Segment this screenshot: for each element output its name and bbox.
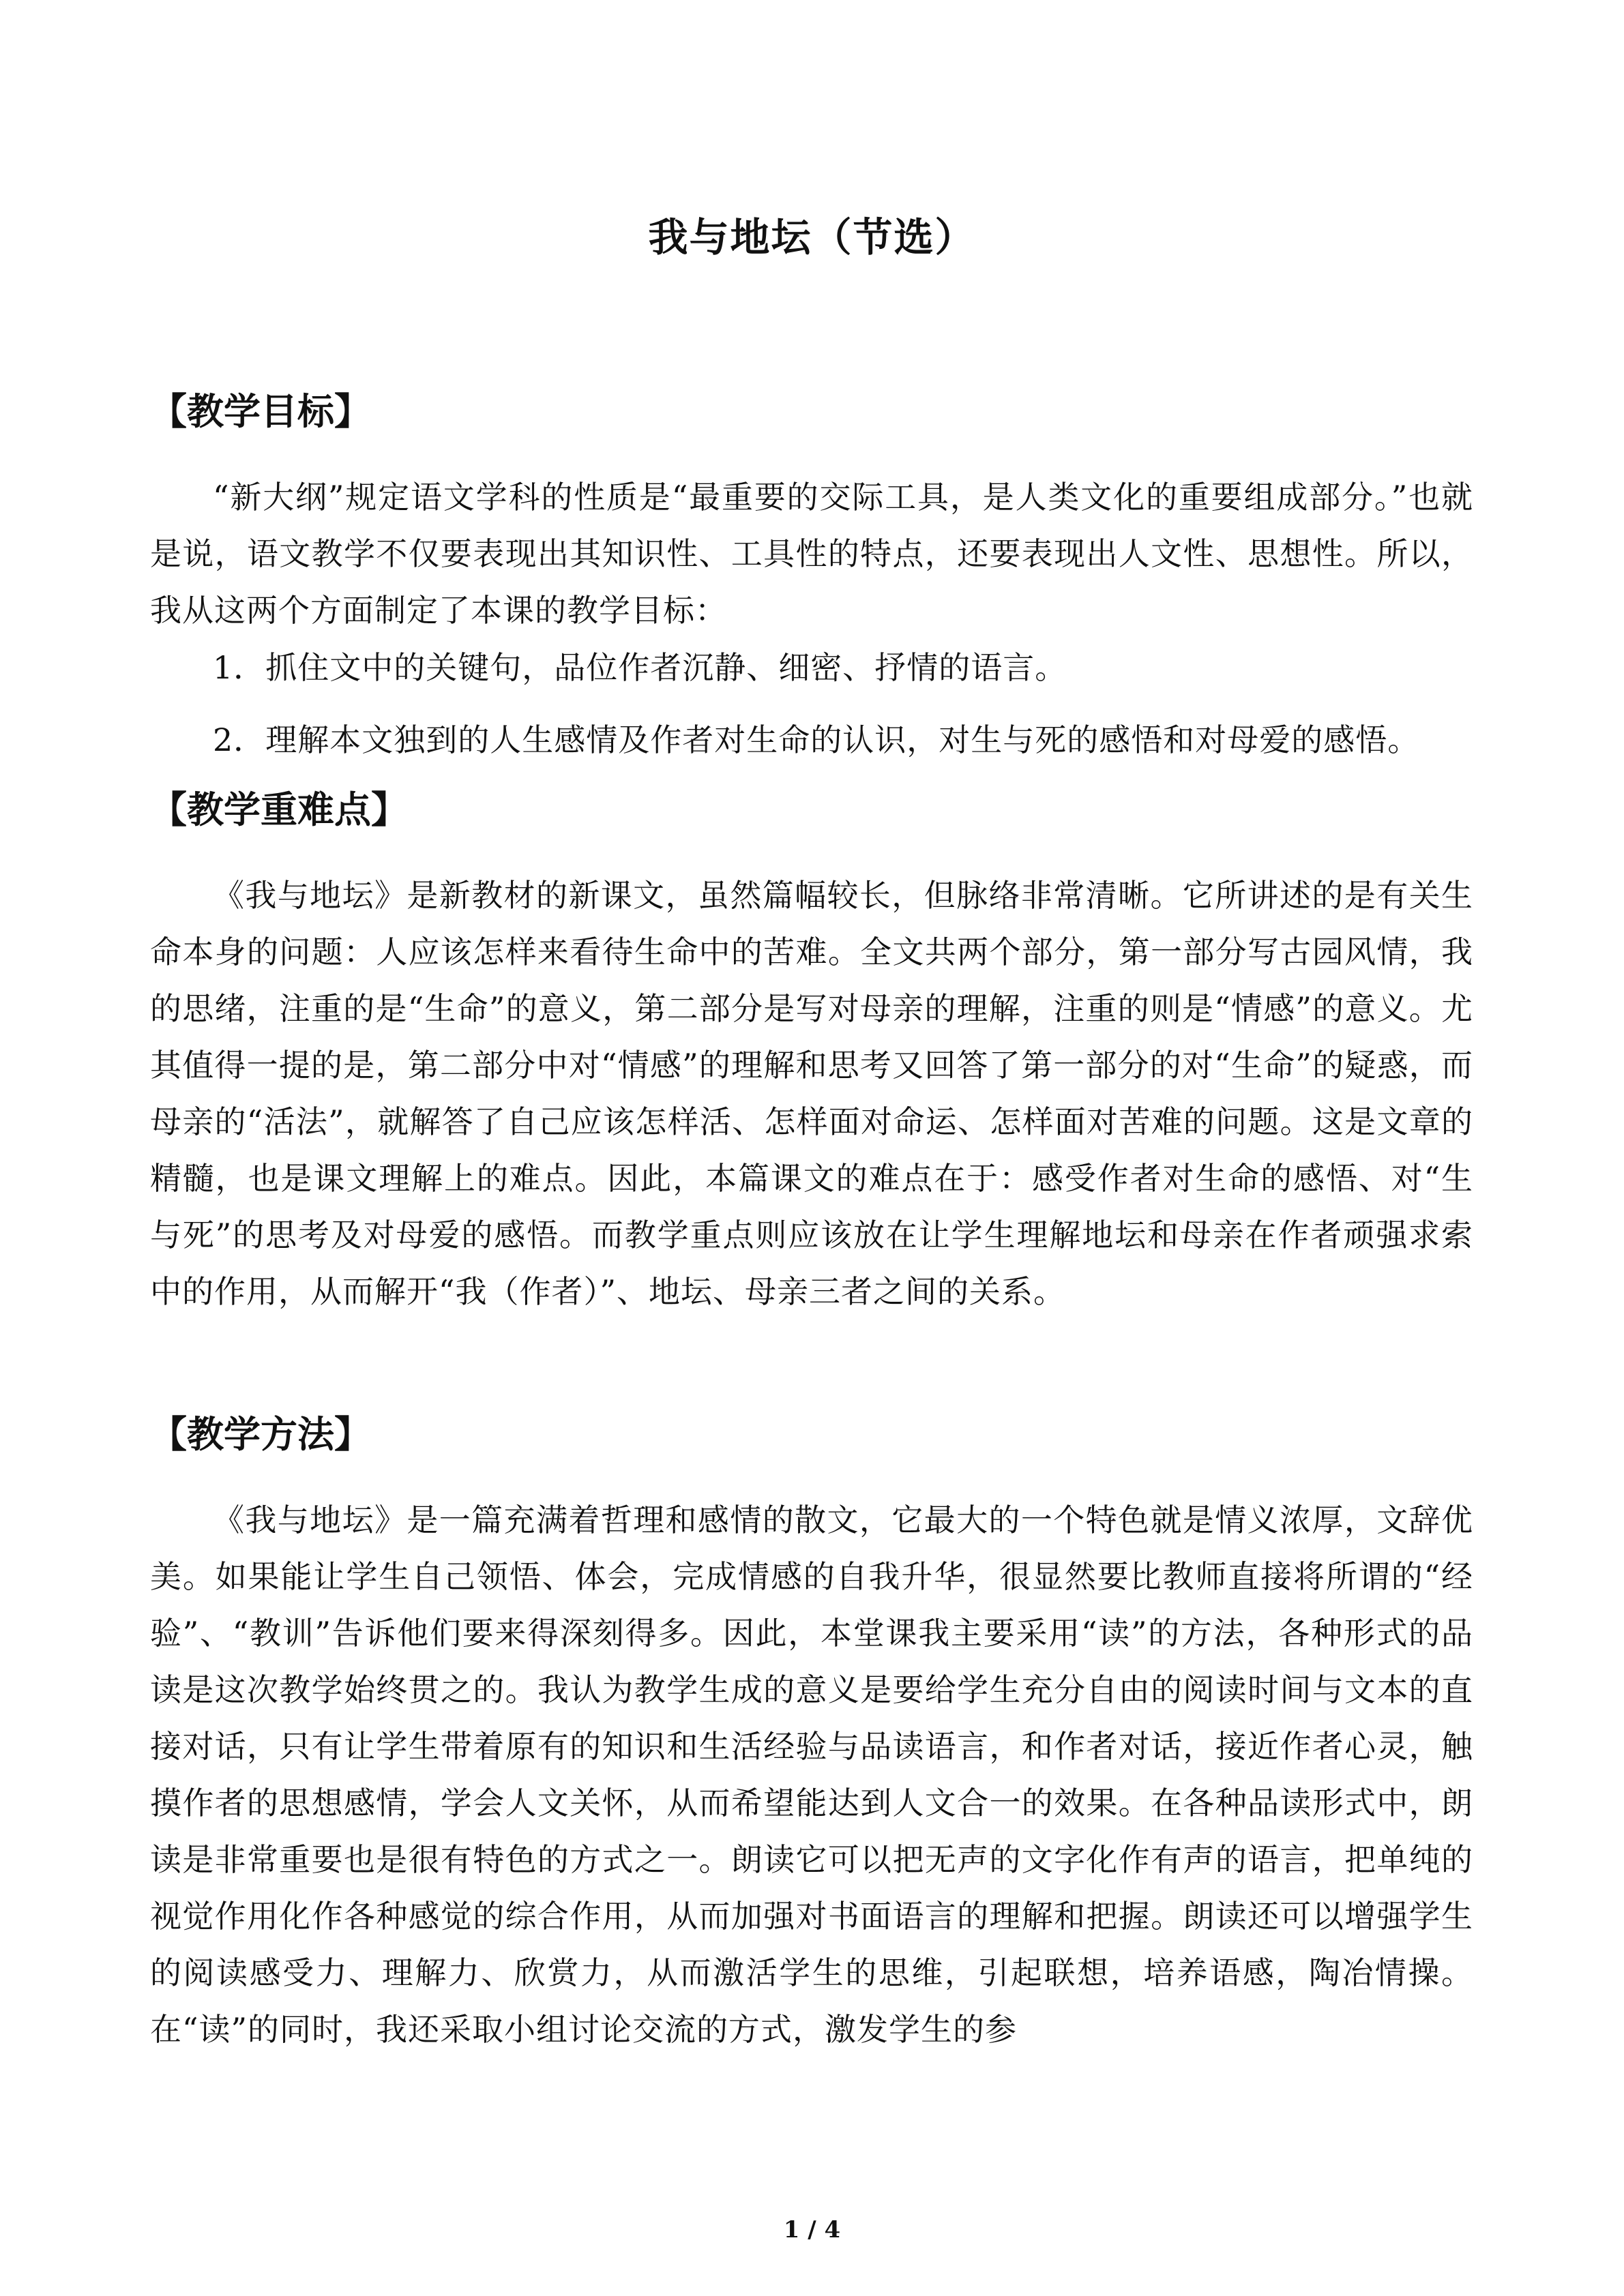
document-title: 我与地坛（节选） — [648, 214, 976, 260]
section-heading-teaching-methods: 【教学方法】 — [150, 1413, 371, 1456]
section-heading-teaching-goals: 【教学目标】 — [150, 390, 371, 433]
paragraph-teaching-methods: 《我与地坛》是一篇充满着哲理和感情的散文，它最大的一个特色就是情义浓厚，文辞优美。如果能让学生自己领悟、体会，完成情感的自我升华，很显然要比教师直接将所谓的“经验”、“教训”告诉他们要来得深刻得多。因此，本堂课我主要采用“读”的方法，各种形式的品读是这次教学始终贯之的。我认为教学生成的意义是要给学生充分自由的阅读时间与文本的直接对话，只有让学生带着原有的知识和生活经验与品读语言，和作者对话，接近作者心灵，触摸作者的思想感情，学会人文关怀，从而希望能达到人文合一的效果。在各种品读形式中，朗读是非常重要也是很有特色的方式之一。朗读它可以把无声的文字化作有声的语言，把单纯的视觉作用化作各种感觉的综合作用，从而加强对书面语言的理解和把握。朗读还可以增强学生的阅读感受力、理解力、欣赏力，从而激活学生的思维，引起联想，培养语感，陶冶情操。在“读”的同时，我还采取小组讨论交流的方式，激发学生的参 — [150, 1502, 1473, 2048]
section-heading-key-difficulties: 【教学重难点】 — [150, 788, 408, 831]
paragraph-teaching-goals: “新大纲”规定语文学科的性质是“最重要的交际工具，是人类文化的重要组成部分。”也就是说，语文教学不仅要表现出其知识性、工具性的特点，还要表现出人文性、思想性。所以，我从这两个方面制定了本课的教学目标： — [150, 479, 1473, 629]
page-number: 1 / 4 — [783, 2216, 841, 2243]
paragraph-key-difficulties: 《我与地坛》是新教材的新课文，虽然篇幅较长，但脉络非常清晰。它所讲述的是有关生命本身的问题：人应该怎样来看待生命中的苦难。全文共两个部分，第一部分写古园风情，我的思绪，注重的是“生命”的意义，第二部分是写对母亲的理解，注重的则是“情感”的意义。尤其值得一提的是，第二部分中对“情感”的理解和思考又回答了第一部分的对“生命”的疑惑，而母亲的“活法”，就解答了自己应该怎样活、怎样面对命运、怎样面对苦难的问题。这是文章的精髓，也是课文理解上的难点。因此，本篇课文的难点在于：感受作者对生命的感悟、对“生与死”的思考及对母爱的感悟。而教学重点则应该放在让学生理解地坛和母亲在作者顽强求索中的作用，从而解开“我（作者）”、地坛、母亲三者之间的关系。 — [150, 877, 1473, 1310]
goal-item-2: 2．理解本文独到的人生感情及作者对生命的认识，对生与死的感悟和对母爱的感悟。 — [213, 721, 1420, 758]
goal-item-1: 1．抓住文中的关键句，品位作者沉静、细密、抒情的语言。 — [213, 649, 1067, 686]
